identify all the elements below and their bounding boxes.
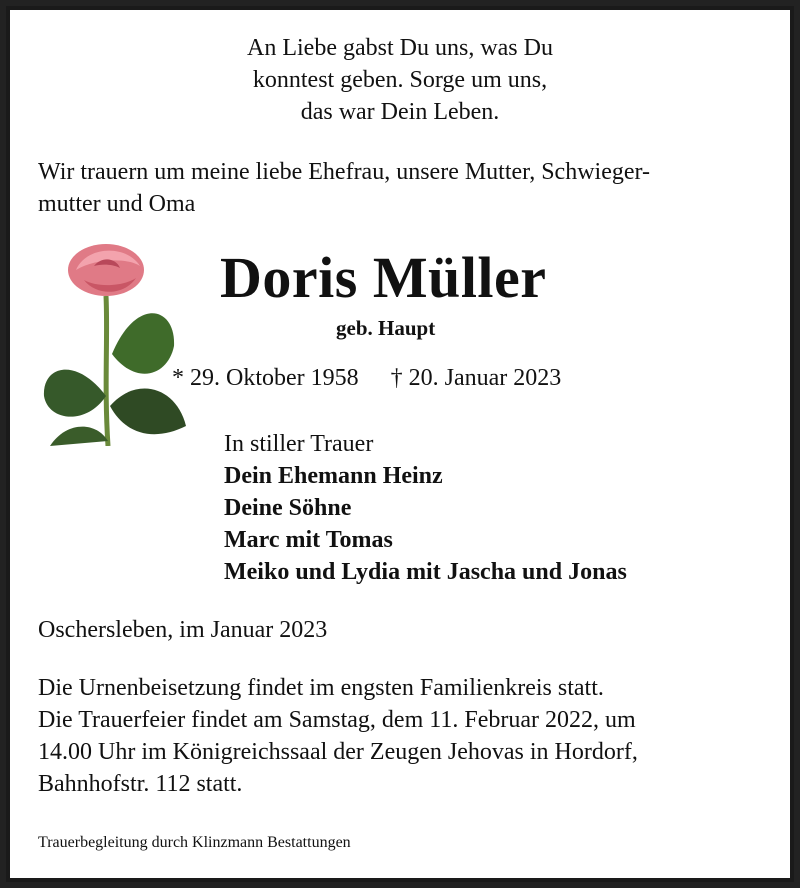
notice-line: 14.00 Uhr im Königreichssaal der Zeugen Jehovas in Hordorf, [38,739,638,765]
funeral-notice [38,672,768,800]
poem-line: konntest geben. Sorge um uns, [252,67,548,93]
poem [10,32,790,128]
deceased-name: Doris Müller [220,245,547,310]
birth-date: * 29. Oktober 1958 [172,365,359,391]
maiden-name: geb. Haupt [336,316,436,340]
mourner-line: Meiko und Lydia mit Jascha und Jonas [224,559,627,585]
intro-line: Wir trauern um meine liebe Ehefrau, unsere Mutter, Schwieger- [38,159,651,185]
life-dates [172,365,561,392]
place-date: Oschersleben, im Januar 2023 [38,617,328,643]
rose-icon [36,236,196,446]
poem-line: An Liebe gabst Du uns, was Du [247,35,553,61]
mourners [224,428,627,588]
mourner-line: Dein Ehemann Heinz [224,463,443,489]
notice-line: Die Urnenbeisetzung findet im engsten Familienkreis statt. [38,675,604,701]
mourners-heading: In stiller Trauer [224,431,374,457]
death-date: † 20. Januar 2023 [390,365,562,391]
notice-line: Bahnhofstr. 112 statt. [38,771,243,797]
obituary-card [6,6,794,882]
poem-line: das war Dein Leben. [300,99,500,125]
mourner-line: Deine Söhne [224,495,352,521]
mourner-line: Marc mit Tomas [224,527,393,553]
intro-text [38,156,768,220]
intro-line: mutter und Oma [38,191,196,217]
funeral-home: Trauerbegleitung durch Klinzmann Bestattungen [38,834,351,851]
notice-line: Die Trauerfeier findet am Samstag, dem 11. Februar 2022, um [38,707,636,733]
